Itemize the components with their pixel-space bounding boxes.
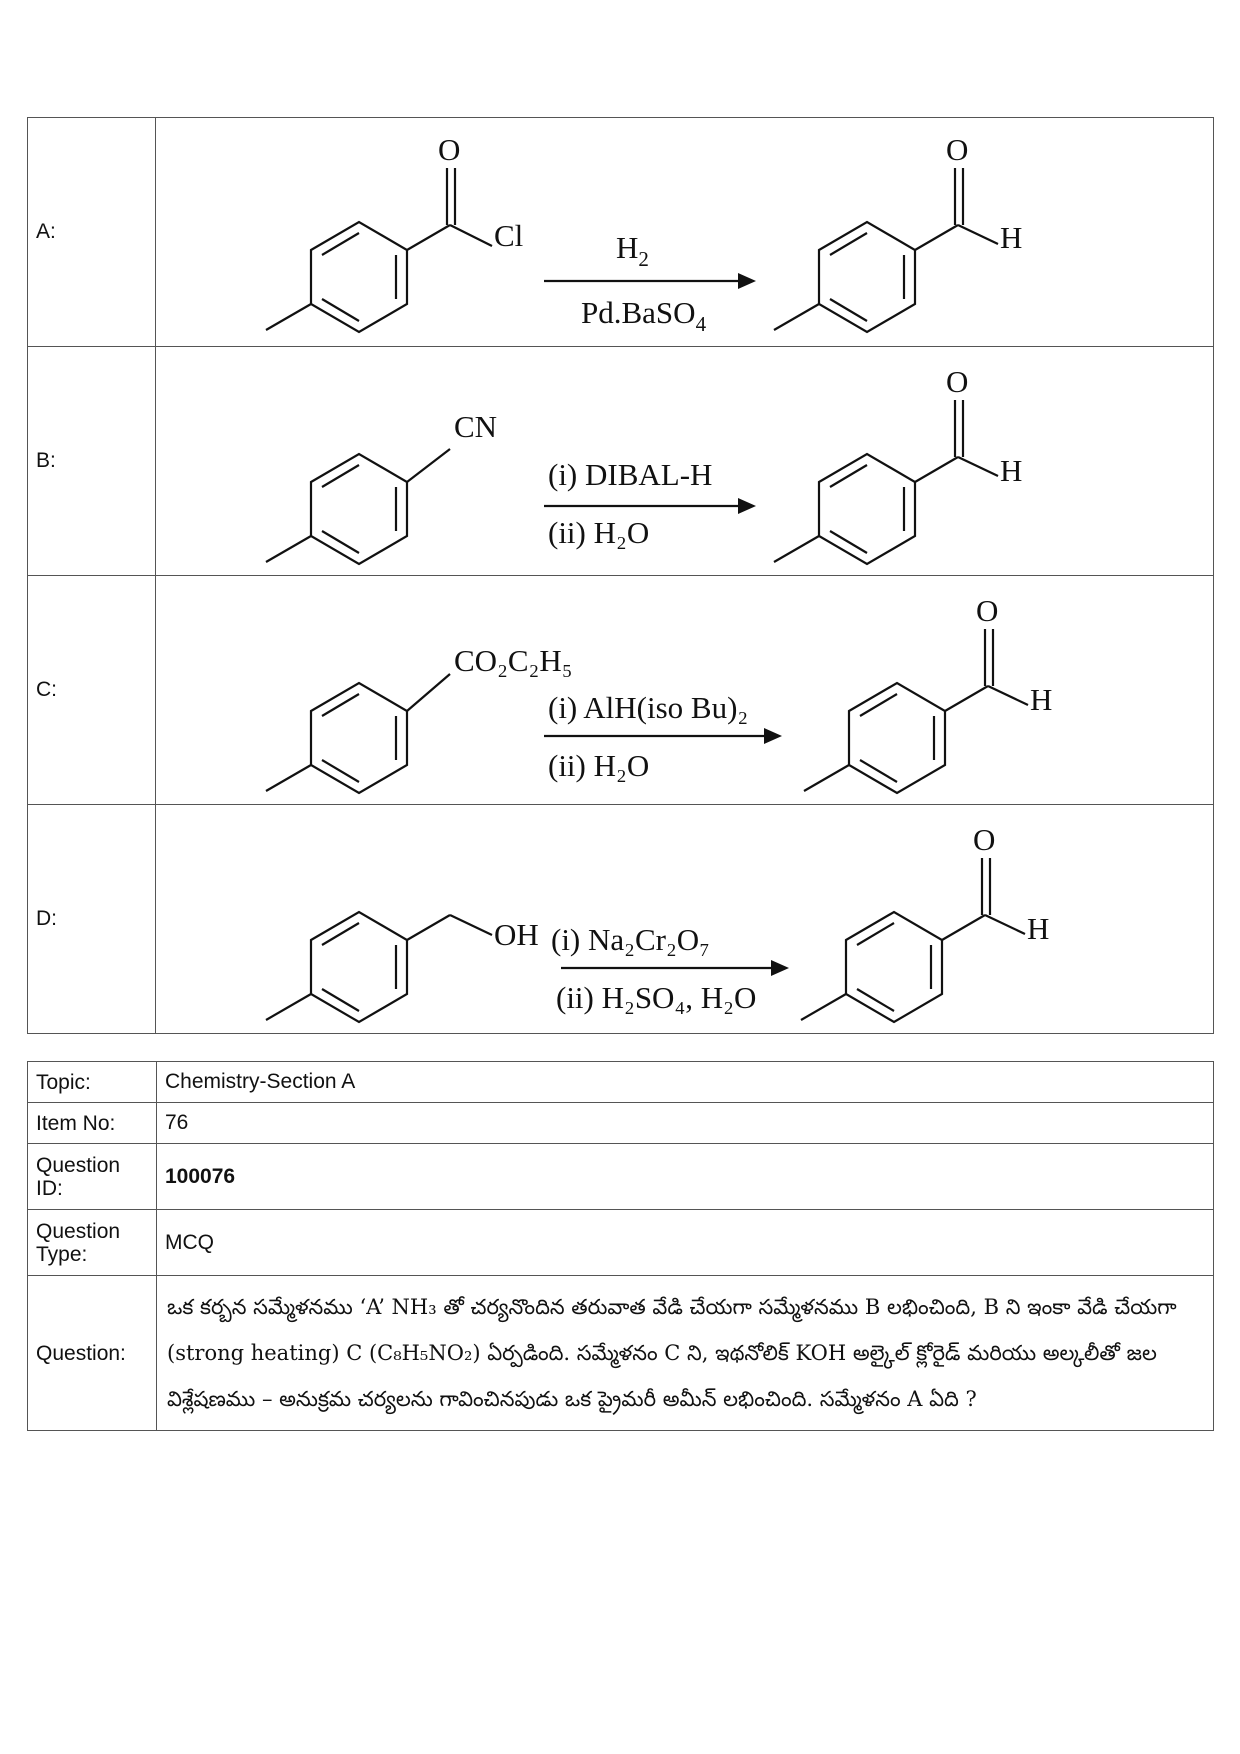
question-row: [28, 1276, 1214, 1431]
qtype-value: MCQ: [157, 1210, 1214, 1276]
svg-text:H: H: [1000, 220, 1023, 255]
svg-text:(i) Na₂Cr₂O₇: (i) Na₂Cr₂O₇: [551, 922, 710, 957]
svg-text:(i) DIBAL-H: (i) DIBAL-H: [548, 457, 713, 492]
question-meta-table: [27, 1061, 1214, 1431]
reaction-figure: [156, 576, 1214, 805]
svg-text:H: H: [1027, 911, 1050, 946]
item-row: [28, 1103, 1214, 1144]
question-text: ఒక కర్బన సమ్మేళనము ‘A’ NH₃ తో చర్యనొందిన తరువాత వేడి చేయగా సమ్మేళనము B లభించింది, B ని ఇంకా వేడి చేయగా (strong heating) C (C₈H₅NO₂) ఏర్పడింది. సమ్మేళనం C ని, ఇథనోలిక్ KOH అల్కైల్ క్లోరైడ్ మరియు అల్కలీతో జల విశ్లేషణము – అనుక్రమ చర్యలను గావించినపుడు ఒక ప్రైమరీ అమీన్ లభించింది. సమ్మేళనం A ఏది ?: [157, 1276, 1214, 1431]
topic-label: Topic:: [28, 1062, 157, 1103]
topic-row: [28, 1062, 1214, 1103]
svg-text:CO₂C₂H₅: CO₂C₂H₅: [454, 643, 573, 678]
svg-text:H: H: [1000, 453, 1023, 488]
option-label: A:: [28, 118, 156, 347]
options-table: [27, 117, 1214, 1034]
svg-text:(ii) H₂O: (ii) H₂O: [548, 515, 650, 550]
svg-text:Pd.BaSO4: Pd.BaSO$_4$: [581, 295, 707, 336]
svg-text:O: O: [946, 364, 969, 399]
option-label: D:: [28, 805, 156, 1034]
qtype-label: Question Type:: [28, 1210, 157, 1276]
svg-text:O: O: [976, 593, 999, 628]
option-row-a: [28, 118, 1214, 347]
option-row-d: [28, 805, 1214, 1034]
qid-label: Question ID:: [28, 1144, 157, 1210]
svg-text:H2: $H_2$: [616, 230, 649, 271]
svg-text:OH: OH: [494, 917, 539, 952]
svg-text:(i) AlH(iso Bu)₂: (i) AlH(iso Bu)₂: [548, 690, 749, 725]
option-label: B:: [28, 347, 156, 576]
svg-text:(ii) H₂O: (ii) H₂O: [548, 748, 650, 783]
question-label: Question:: [28, 1276, 157, 1431]
option-label: C:: [28, 576, 156, 805]
item-value: 76: [157, 1103, 1214, 1144]
option-row-c: [28, 576, 1214, 805]
oxygen-label: O: [438, 132, 461, 167]
item-label: Item No:: [28, 1103, 157, 1144]
svg-text:CN: CN: [454, 409, 498, 444]
reaction-figure: [156, 118, 1214, 347]
qid-value: 100076: [157, 1144, 1214, 1210]
svg-text:O: O: [973, 822, 996, 857]
reaction-figure: [156, 347, 1214, 576]
topic-value: Chemistry-Section A: [157, 1062, 1214, 1103]
reaction-diagram-c: [156, 576, 1213, 804]
reaction-figure: [156, 805, 1214, 1034]
svg-text:O: O: [946, 132, 969, 167]
reaction-diagram-a: [156, 118, 1213, 346]
svg-text:(ii) H₂SO₄, H₂O: (ii) H₂SO₄, H₂O: [556, 980, 757, 1015]
qid-row: [28, 1144, 1214, 1210]
reaction-diagram-d: [156, 805, 1213, 1033]
svg-text:H: H: [1030, 682, 1053, 717]
substituent-label: Cl: [494, 218, 524, 253]
reaction-diagram-b: [156, 347, 1213, 575]
qtype-row: [28, 1210, 1214, 1276]
option-row-b: [28, 347, 1214, 576]
